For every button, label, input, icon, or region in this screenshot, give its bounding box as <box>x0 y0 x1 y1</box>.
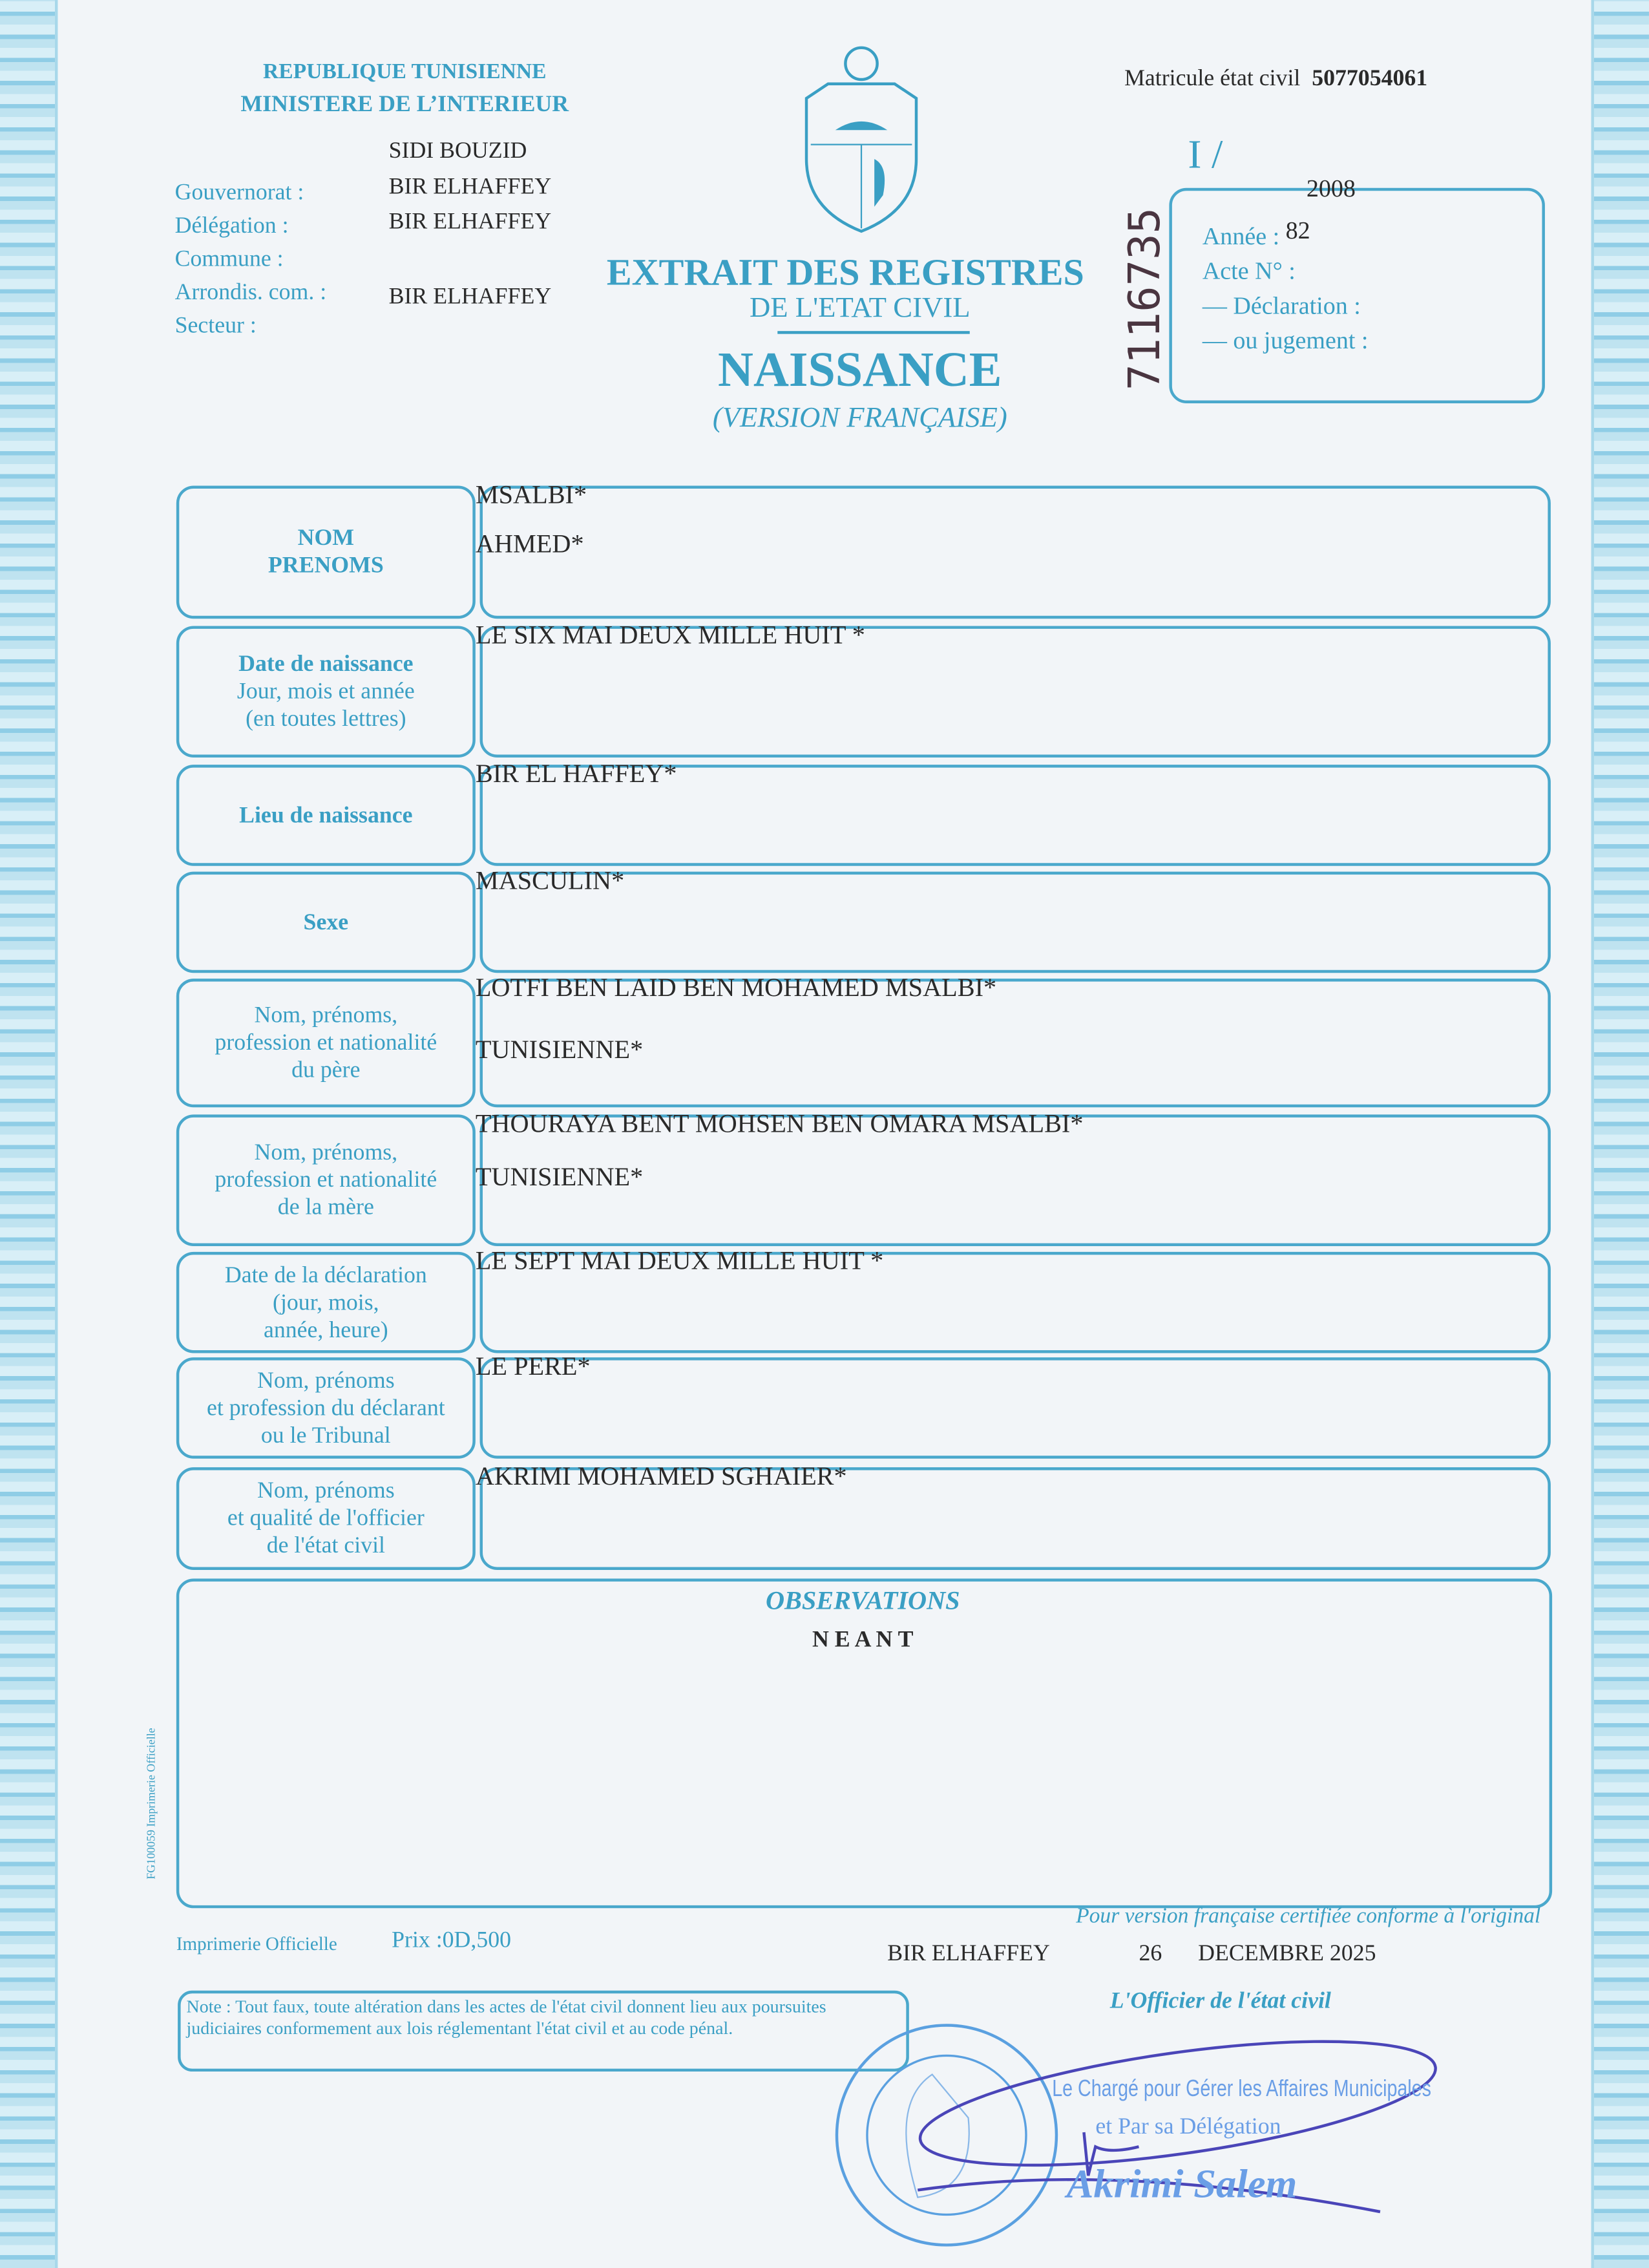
ministry-heading: MINISTERE DE L’INTERIEUR <box>240 92 569 118</box>
row-label: Nom, prénoms, profession et nationalité de la mère <box>215 1140 437 1220</box>
officer-title: L'Officier de l'état civil <box>1109 1989 1331 2014</box>
declaration-label: — Déclaration : <box>1202 291 1361 320</box>
row-value: AKRIMI MOHAMED SGHAIER* <box>475 1461 847 1490</box>
observations-value: N E A N T <box>812 1627 914 1653</box>
field-label: Secteur : <box>174 313 257 339</box>
row-value: THOURAYA BENT MOHSEN BEN OMARA MSALBI* <box>475 1108 1084 1138</box>
row-label: Nom, prénoms, profession et nationalité du père <box>215 1003 437 1083</box>
row-sublabel: Jour, mois et année (en toutes lettres) <box>236 679 415 732</box>
title-extrait: EXTRAIT DES REGISTRES <box>606 251 1084 294</box>
legal-note: Note : Tout faux, toute altération dans les actes de l'état civil donnent lieu aux poursuites judiciaires conformement aux lois réglementant l'état civil et au code pénal. <box>186 1996 826 2039</box>
annee-value: 82 <box>1285 217 1310 244</box>
matricule <box>1124 67 1427 92</box>
title-version: (VERSION FRANÇAISE) <box>712 401 1007 434</box>
issue-day: 26 <box>1139 1941 1162 1966</box>
row-value: BIR EL HAFFEY* <box>475 759 677 788</box>
divider <box>777 331 969 334</box>
serial-number: 7116735 <box>1120 207 1171 390</box>
row-label-box <box>176 979 476 1107</box>
row-label: Sexe <box>303 909 349 935</box>
observations-label: OBSERVATIONS <box>765 1585 960 1615</box>
year-value: 2008 <box>1306 175 1356 203</box>
row-label: Lieu de naissance <box>239 803 413 828</box>
stamp-line-1: Le Chargé pour Gérer les Affaires Municipales <box>1052 2077 1431 2103</box>
row-label: Nom, prénoms et profession du déclarant ou le Tribunal <box>207 1368 445 1448</box>
row-value-box <box>480 1357 1551 1459</box>
row-value: TUNISIENNE* <box>475 1035 644 1065</box>
row-value-box <box>480 485 1551 619</box>
issue-place: BIR ELHAFFEY <box>887 1941 1050 1966</box>
row-label-box <box>176 1252 476 1353</box>
row-label: NOM PRENOMS <box>268 526 384 578</box>
row-value: LOTFI BEN LAID BEN MOHAMED MSALBI* <box>475 973 997 1002</box>
row-label-box <box>176 626 476 758</box>
row-label-box <box>176 485 476 619</box>
row-value: MSALBI* <box>475 480 587 509</box>
republic-heading: REPUBLIQUE TUNISIENNE <box>263 60 547 84</box>
field-value: BIR ELHAFFEY <box>388 284 552 310</box>
row-value: TUNISIENNE* <box>475 1162 644 1191</box>
governorate-value: SIDI BOUZID <box>388 138 527 164</box>
row-label-box <box>176 1114 476 1246</box>
jugement-label: — ou jugement : <box>1202 326 1369 354</box>
acte-fields <box>1202 217 1369 359</box>
stamp-name: Akrimi Salem <box>1066 2162 1297 2208</box>
register-mark: I / <box>1188 132 1223 178</box>
imprimerie-label: Imprimerie Officielle <box>176 1933 337 1955</box>
row-label-box <box>176 1357 476 1459</box>
row-label-box <box>176 1467 476 1570</box>
row-value: AHMED* <box>475 529 584 558</box>
field-value: BIR ELHAFFEY <box>388 175 552 200</box>
price: Prix :0D,500 <box>392 1928 512 1953</box>
acte-label: Acte N° : <box>1202 257 1296 285</box>
matricule-label: Matricule état civil <box>1124 66 1301 91</box>
annee-label: Année : <box>1202 222 1280 250</box>
row-label: Date de la déclaration (jour, mois, année, heure) <box>224 1262 427 1342</box>
title-etat-civil: DE L'ETAT CIVIL <box>749 291 971 324</box>
issue-month-year: DECEMBRE 2025 <box>1198 1941 1376 1966</box>
field-label: Gouvernorat : <box>174 180 304 206</box>
row-label-box <box>176 872 476 973</box>
row-label-box <box>176 765 476 866</box>
row-value: MASCULIN* <box>475 865 625 895</box>
row-value: LE PERE* <box>475 1351 591 1381</box>
row-value-box <box>480 872 1551 973</box>
title-naissance: NAISSANCE <box>718 344 1002 398</box>
row-value: LE SIX MAI DEUX MILLE HUIT * <box>475 620 865 650</box>
field-label: Arrondis. com. : <box>174 280 327 305</box>
stamp-line-2: et Par sa Délégation <box>1095 2115 1281 2140</box>
field-label: Commune : <box>174 247 284 272</box>
field-value: BIR ELHAFFEY <box>388 209 552 235</box>
location-fields <box>175 176 552 343</box>
row-label: Date de naissance <box>238 652 414 677</box>
row-value: LE SEPT MAI DEUX MILLE HUIT * <box>475 1245 884 1275</box>
row-label: Nom, prénoms et qualité de l'officier de l'état civil <box>227 1479 425 1559</box>
guilloche-border-right <box>1591 0 1648 2268</box>
form-code: FG100059 Imprimerie Officielle <box>144 1728 158 1880</box>
coat-of-arms-icon <box>799 43 923 234</box>
certified-text: Pour version française certifiée conforme à l'original <box>1076 1905 1541 1929</box>
field-label: Délégation : <box>174 214 289 239</box>
matricule-value: 5077054061 <box>1312 66 1428 91</box>
guilloche-border-left <box>0 0 58 2268</box>
